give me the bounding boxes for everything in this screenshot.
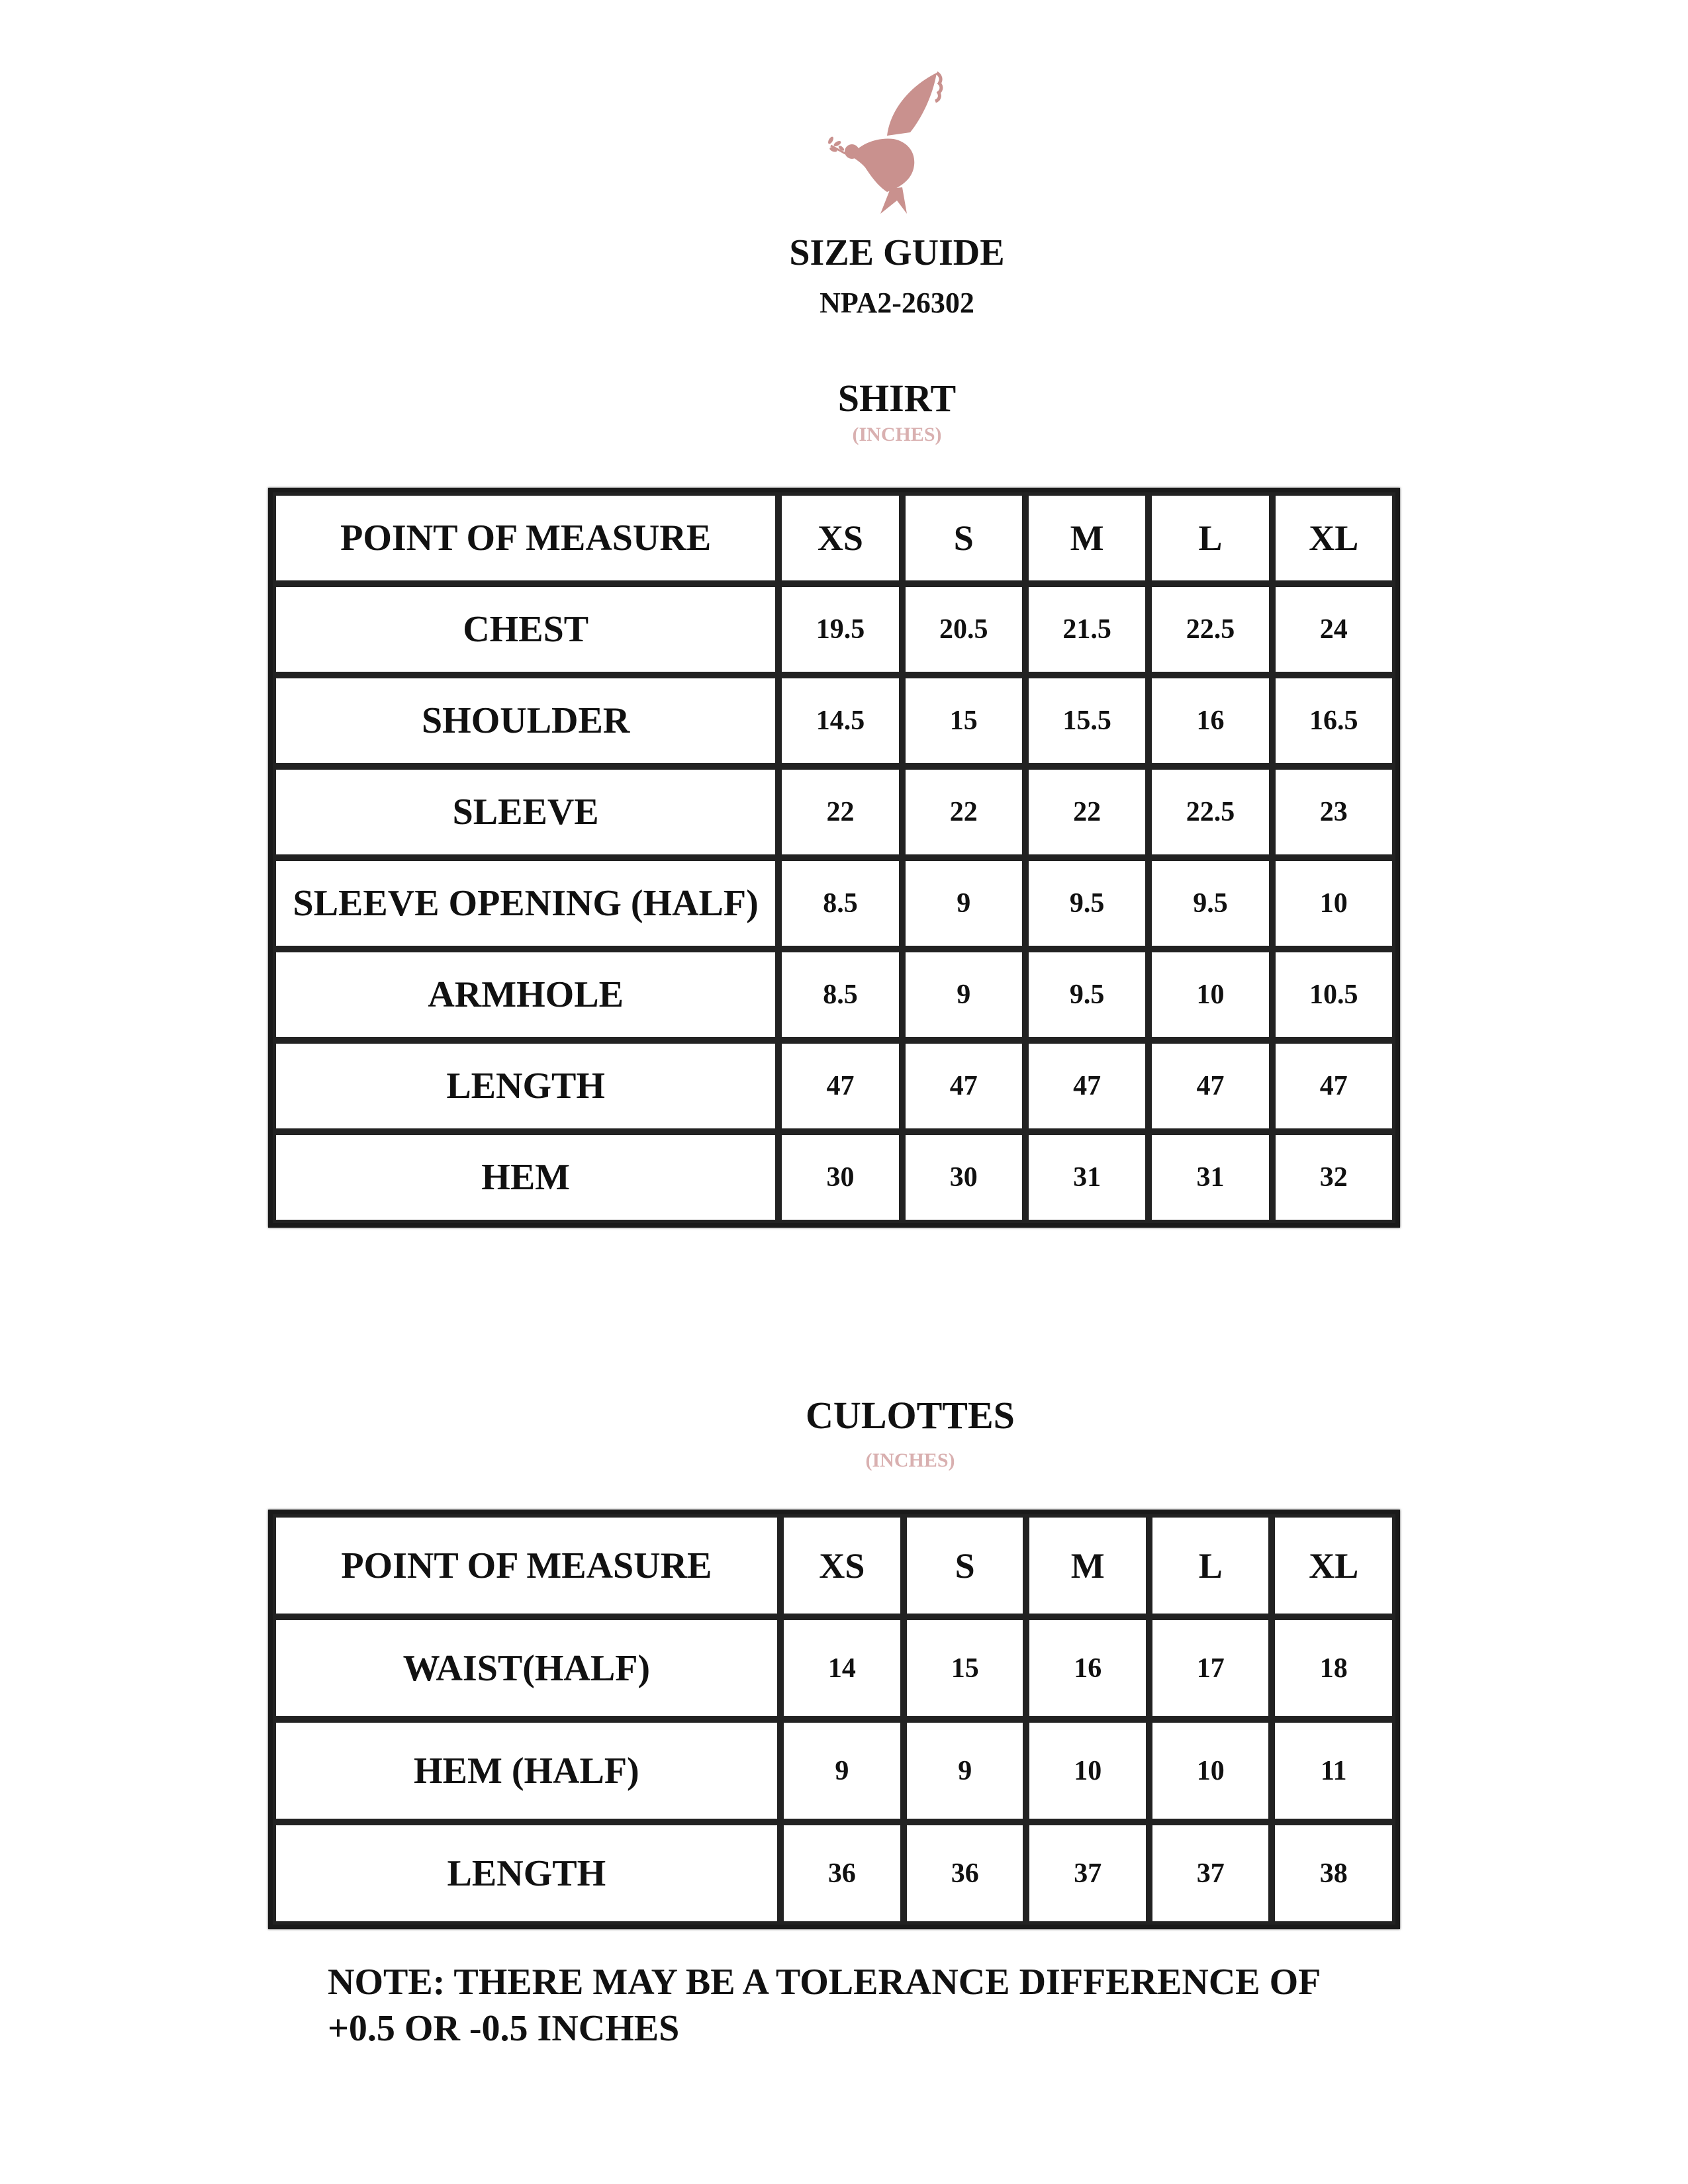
- measure-value: 9.5: [1025, 858, 1149, 949]
- measure-value: 16.5: [1272, 675, 1395, 766]
- measure-value: 9.5: [1025, 949, 1149, 1040]
- header-size-m: M: [1025, 492, 1149, 584]
- measure-value: 36: [904, 1822, 1026, 1925]
- header-point-of-measure: POINT OF MEASURE: [273, 492, 778, 584]
- measure-value: 10: [1149, 1719, 1272, 1822]
- measure-value: 19.5: [778, 584, 902, 675]
- measure-value: 17: [1149, 1617, 1272, 1719]
- header-point-of-measure: POINT OF MEASURE: [273, 1514, 780, 1617]
- shirt-units-label: (INCHES): [852, 424, 942, 445]
- measure-value: 9.5: [1149, 858, 1272, 949]
- measure-value: 14.5: [778, 675, 902, 766]
- measure-value: 47: [1025, 1040, 1149, 1132]
- culottes-section-title: CULOTTES: [806, 1394, 1015, 1437]
- measure-value: 15: [904, 1617, 1026, 1719]
- measure-label: LENGTH: [273, 1040, 778, 1132]
- measure-value: 10: [1149, 949, 1272, 1040]
- header-size-xl: XL: [1272, 492, 1395, 584]
- measure-value: 23: [1272, 766, 1395, 858]
- measure-value: 36: [780, 1822, 904, 1925]
- measure-label: ARMHOLE: [273, 949, 778, 1040]
- measure-label: WAIST(HALF): [273, 1617, 780, 1719]
- tolerance-note-line-2: +0.5 OR -0.5 INCHES: [328, 2008, 680, 2049]
- measure-value: 15.5: [1025, 675, 1149, 766]
- table-row: [273, 766, 1395, 858]
- header-size-s: S: [902, 492, 1025, 584]
- measure-value: 9: [904, 1719, 1026, 1822]
- product-code: NPA2-26302: [820, 287, 974, 319]
- table-row: [273, 1822, 1395, 1925]
- measure-value: 31: [1149, 1132, 1272, 1223]
- measure-value: 10: [1272, 858, 1395, 949]
- measure-value: 18: [1272, 1617, 1395, 1719]
- measure-value: 47: [1272, 1040, 1395, 1132]
- measure-value: 20.5: [902, 584, 1025, 675]
- measure-value: 22: [778, 766, 902, 858]
- measure-label: SHOULDER: [273, 675, 778, 766]
- measure-label: CHEST: [273, 584, 778, 675]
- measure-label: HEM: [273, 1132, 778, 1223]
- table-header-row: [273, 1514, 1395, 1617]
- measure-value: 9: [902, 949, 1025, 1040]
- page-title: SIZE GUIDE: [789, 232, 1005, 273]
- measure-value: 31: [1025, 1132, 1149, 1223]
- table-row: [273, 1617, 1395, 1719]
- table-row: [273, 1040, 1395, 1132]
- table-row: [273, 949, 1395, 1040]
- culottes-size-table: [268, 1510, 1400, 1929]
- table-row: [273, 858, 1395, 949]
- header-size-xs: XS: [780, 1514, 904, 1617]
- measure-value: 47: [902, 1040, 1025, 1132]
- measure-value: 30: [902, 1132, 1025, 1223]
- measure-value: 8.5: [778, 858, 902, 949]
- measure-value: 16: [1149, 675, 1272, 766]
- table-row: [273, 1719, 1395, 1822]
- measure-value: 14: [780, 1617, 904, 1719]
- measure-value: 38: [1272, 1822, 1395, 1925]
- culottes-units-label: (INCHES): [865, 1449, 955, 1471]
- measure-value: 32: [1272, 1132, 1395, 1223]
- table-row: [273, 1132, 1395, 1223]
- measure-value: 9: [780, 1719, 904, 1822]
- table-row: [273, 675, 1395, 766]
- measure-value: 15: [902, 675, 1025, 766]
- measure-value: 22: [902, 766, 1025, 858]
- measure-label: HEM (HALF): [273, 1719, 780, 1822]
- measure-value: 22: [1025, 766, 1149, 858]
- measure-value: 22.5: [1149, 766, 1272, 858]
- measure-label: LENGTH: [273, 1822, 780, 1925]
- measure-value: 47: [778, 1040, 902, 1132]
- measure-value: 47: [1149, 1040, 1272, 1132]
- measure-value: 9: [902, 858, 1025, 949]
- header-size-l: L: [1149, 1514, 1272, 1617]
- measure-value: 22.5: [1149, 584, 1272, 675]
- measure-value: 21.5: [1025, 584, 1149, 675]
- shirt-size-table: [268, 488, 1400, 1228]
- tolerance-note: [328, 1959, 1453, 2052]
- measure-value: 37: [1149, 1822, 1272, 1925]
- table-header-row: [273, 492, 1395, 584]
- shirt-section-title: SHIRT: [837, 377, 957, 420]
- measure-value: 10: [1026, 1719, 1149, 1822]
- measure-value: 11: [1272, 1719, 1395, 1822]
- measure-label: SLEEVE: [273, 766, 778, 858]
- measure-value: 30: [778, 1132, 902, 1223]
- header-size-l: L: [1149, 492, 1272, 584]
- table-row: [273, 584, 1395, 675]
- measure-value: 16: [1026, 1617, 1149, 1719]
- measure-value: 37: [1026, 1822, 1149, 1925]
- header-size-m: M: [1026, 1514, 1149, 1617]
- header-size-xs: XS: [778, 492, 902, 584]
- measure-value: 10.5: [1272, 949, 1395, 1040]
- measure-label: SLEEVE OPENING (HALF): [273, 858, 778, 949]
- measure-value: 8.5: [778, 949, 902, 1040]
- measure-value: 24: [1272, 584, 1395, 675]
- header-size-s: S: [904, 1514, 1026, 1617]
- dove-logo-icon: [824, 63, 957, 215]
- header-size-xl: XL: [1272, 1514, 1395, 1617]
- tolerance-note-line-1: NOTE: THERE MAY BE A TOLERANCE DIFFERENCE OF: [328, 1962, 1321, 2003]
